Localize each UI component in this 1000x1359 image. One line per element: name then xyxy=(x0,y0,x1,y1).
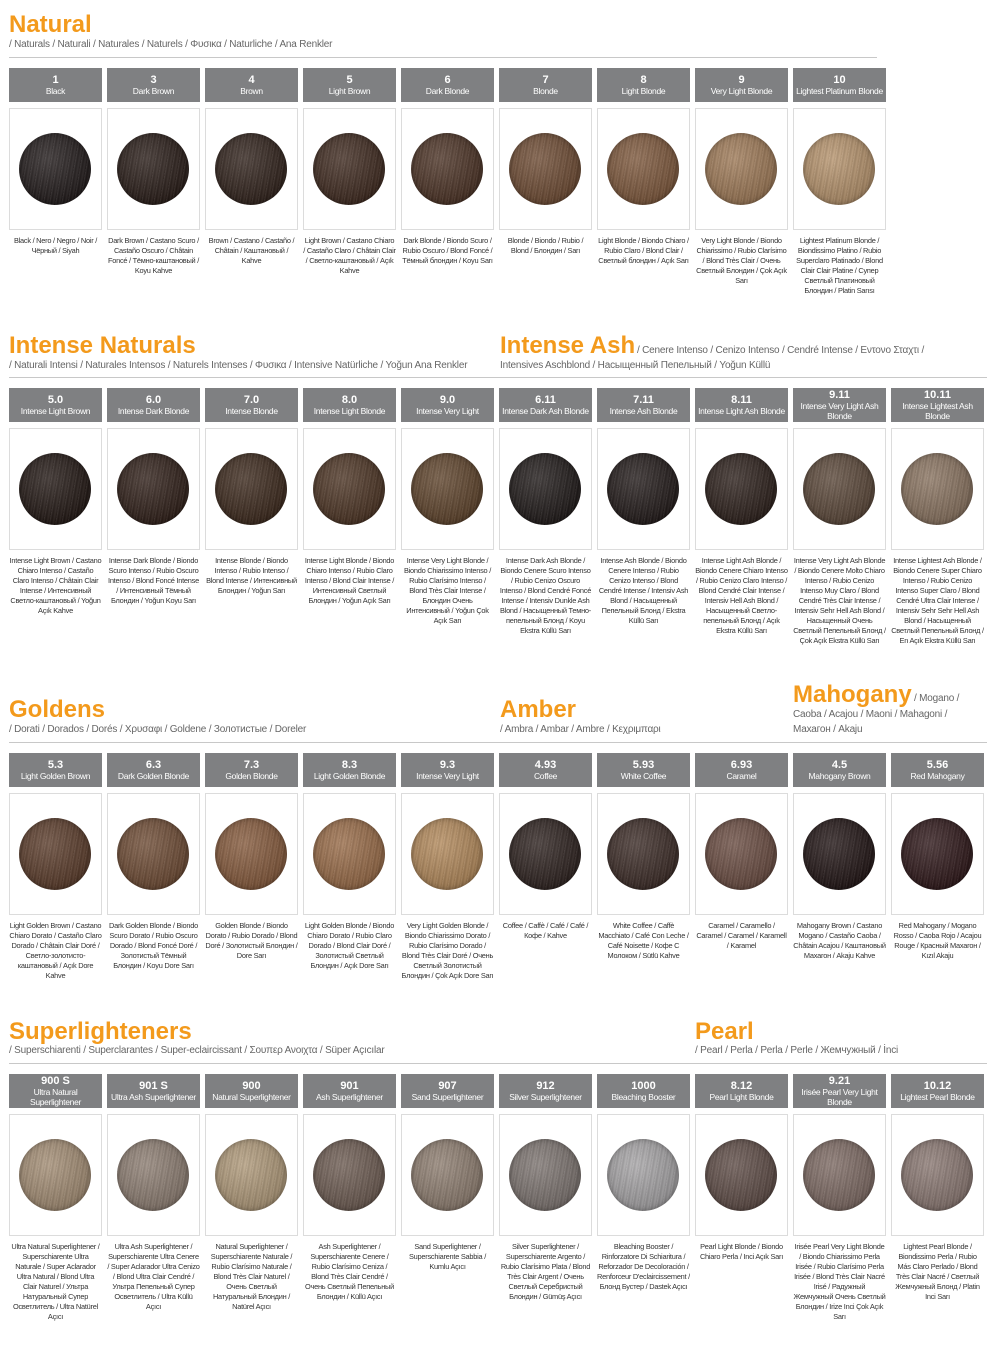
hair-swatch xyxy=(509,453,581,525)
shade-description: Black / Nero / Negro / Noir / Чёрный / Siyah xyxy=(13,236,98,255)
shade-number: 901 xyxy=(340,1080,359,1092)
shade-description: Lightest Pearl Blonde / Biondissimo Perla / Rubio Más Claro Perlado / Blond Très Clair Nacré / Светлый Жемчужный Блонд / Platin Inci Sarı xyxy=(895,1242,980,1301)
shade-header xyxy=(891,388,984,422)
shade-number: 9 xyxy=(738,74,745,86)
shade-number: 7.11 xyxy=(633,394,654,406)
shade-description: Dark Brown / Castano Scuro / Castaño Oscuro / Châtain Foncé / Тёмно-каштановый / Koyu Kahve xyxy=(107,236,200,275)
shade-name: Dark Brown xyxy=(132,86,175,96)
hair-swatch xyxy=(607,1139,679,1211)
shade-number: 3 xyxy=(150,74,157,86)
section-subtitle-intense-ash: / Cenere Intenso / Cenizo Intenso / Cendré Intense / Εντονο Σταχτι / xyxy=(637,345,925,356)
section-subtitle-amber: / Ambra / Ambar / Ambre / Κεχριμπαρι xyxy=(500,724,661,735)
shade-number: 900 xyxy=(242,1080,261,1092)
hair-swatch xyxy=(411,818,483,890)
shade-header xyxy=(499,388,592,422)
shade-description: Light Golden Blonde / Biondo Chiaro Dorato / Rubio Claro Dorado / Blond Clair Doré / Золотистый Светлый Блондин / Açık Dore Sarı xyxy=(304,921,395,970)
shade-header xyxy=(695,388,788,422)
shade-header xyxy=(401,753,494,787)
shade-card xyxy=(401,1074,494,1324)
shade-number: 5.0 xyxy=(47,394,64,406)
shade-name: Intense Dark Ash Blonde xyxy=(502,406,589,416)
shade-number: 8.3 xyxy=(341,759,358,771)
shade-number: 9.21 xyxy=(828,1075,851,1087)
shade-name: Red Mahogany xyxy=(910,771,965,781)
shade-card xyxy=(891,1074,984,1324)
shade-number: 9.0 xyxy=(439,394,456,406)
shade-number: 10 xyxy=(833,74,846,86)
swatch-frame xyxy=(303,428,396,550)
section-title-amber: Amber xyxy=(500,696,577,723)
section-title-mahogany: Mahogany xyxy=(793,681,912,708)
shade-description: Intense Very Light Ash Blonde / Biondo Cenere Molto Chiaro Intenso / Rubio Cenizo Intenso Muy Claro / Blond Cendré Très Clair Intense / Intensiv Sehr Hell Ash Blond / Насыщенный Очень Светлый Пепельный Блонд / Çok Açık Ekstra Küllü Sarı xyxy=(793,556,886,645)
shade-card xyxy=(695,753,788,1003)
shade-number: 1 xyxy=(52,74,59,86)
shade-card xyxy=(303,388,396,638)
shade-card xyxy=(401,753,494,1003)
shade-description: Brown / Castano / Castaño / Châtain / Каштановый / Kahve xyxy=(208,236,295,265)
section-title-natural: Natural xyxy=(9,11,92,38)
swatch-frame xyxy=(793,793,886,915)
swatch-frame xyxy=(401,1114,494,1236)
shade-header xyxy=(205,1074,298,1108)
shade-header xyxy=(597,388,690,422)
shade-header xyxy=(401,68,494,102)
shade-card xyxy=(597,388,690,638)
shade-card xyxy=(9,68,102,318)
shade-card xyxy=(597,753,690,1003)
shade-description: Ash Superlightener / Superschiarente Cenere / Rubio Clarísimo Ceniza / Blond Très Clair Cendré / Очень Светлый Пепельный Блондин / Küllü Açıcı xyxy=(305,1242,394,1301)
shade-name: Ultra Natural Superlightener xyxy=(29,1087,82,1107)
hair-swatch xyxy=(19,818,91,890)
shade-description: Silver Superlightener / Superschiarente Argento / Rubio Clarísimo Plata / Blond Très Clair Argent / Очень Светлый Серебристый Блондин / Gümüş Açıcı xyxy=(500,1242,591,1301)
shade-header xyxy=(891,1074,984,1108)
shade-number: 6.11 xyxy=(535,394,556,406)
swatch-frame xyxy=(597,428,690,550)
shade-number: 8.11 xyxy=(731,394,752,406)
swatch-frame xyxy=(9,108,102,230)
shade-description: Light Blonde / Biondo Chiaro / Rubio Claro / Blond Clair / Светлый блондин / Açık Sarı xyxy=(598,236,689,265)
hair-swatch xyxy=(117,818,189,890)
shade-description: Intense Dark Blonde / Biondo Scuro Intenso / Rubio Oscuro Intenso / Blond Foncé Intense / Интенсивный Тёмный Блондин / Yoğun Koyu Sarı xyxy=(108,556,199,605)
shade-header xyxy=(303,753,396,787)
section-subtitle-superlighteners: / Superschiarenti / Superclarantes / Super-eclaircissant / Σουπερ Ανοιχτα / Süper Açıcılar xyxy=(9,1045,385,1056)
shade-number: 8 xyxy=(640,74,647,86)
hair-swatch xyxy=(607,133,679,205)
swatch-frame xyxy=(499,428,592,550)
shade-description: Caramel / Caramello / Caramel / Caramel / Karamell / Karamel xyxy=(696,921,787,950)
shade-card xyxy=(205,753,298,1003)
shade-name: Bleaching Booster xyxy=(611,1092,676,1102)
shade-number: 7 xyxy=(542,74,549,86)
hair-swatch xyxy=(313,818,385,890)
shade-description: Dark Blonde / Biondo Scuro / Rubio Oscuro / Blond Foncé / Тёмный блондин / Koyu Sarı xyxy=(402,236,493,265)
shade-card xyxy=(597,68,690,318)
shade-card xyxy=(107,68,200,318)
section-subtitle-goldens: / Dorati / Dorados / Dorés / Χρυσαφι / Goldene / Золотистые / Doreler xyxy=(9,724,307,735)
swatch-frame xyxy=(597,108,690,230)
section-divider xyxy=(9,57,877,58)
section-divider xyxy=(9,377,987,378)
swatch-frame xyxy=(695,428,788,550)
shade-name: Irisée Pearl Very Light Blonde xyxy=(801,1087,878,1107)
hair-swatch xyxy=(705,1139,777,1211)
swatch-frame xyxy=(303,108,396,230)
shade-name: Blonde xyxy=(533,86,558,96)
section-divider xyxy=(9,1063,987,1064)
shade-card xyxy=(793,753,886,1003)
swatch-frame xyxy=(303,1114,396,1236)
shade-description: Lightest Platinum Blonde / Biondissimo Platino / Rubio Superclaro Platinado / Blond Clair Clair Platine / Супер Светлый Платиновый Блондин / Platin Sarısı xyxy=(796,236,883,295)
swatch-frame xyxy=(695,1114,788,1236)
shade-name: Intense Blonde xyxy=(225,406,278,416)
shade-description: Intense Ash Blonde / Biondo Cenere Intenso / Rubio Cenizo Intenso / Blond Cendré Intense / Intensiv Ash Blond / Насыщенный Пепельный Блонд / Ekstra Küllü Sarı xyxy=(598,556,689,625)
shade-number: 6.93 xyxy=(730,759,753,771)
shade-header xyxy=(205,753,298,787)
hair-swatch xyxy=(117,1139,189,1211)
shade-card xyxy=(9,753,102,1003)
shade-header xyxy=(499,68,592,102)
shade-header xyxy=(597,68,690,102)
section-subtitle-pearl: / Pearl / Perla / Perla / Perle / Жемчужный / İnci xyxy=(695,1045,899,1056)
shade-description: Natural Superlightener / Superschiarente Naturale / Rubio Clarísimo Naturale / Blond Très Clair Naturel / Очень Светлый Натуральный Блондин / Natürel Açıcı xyxy=(210,1242,293,1311)
shade-card xyxy=(695,1074,788,1324)
shade-number: 10.12 xyxy=(923,1080,952,1092)
shade-card xyxy=(499,753,592,1003)
shade-name: Intense Very Light xyxy=(416,406,479,416)
shade-card xyxy=(107,753,200,1003)
shade-number: 5.56 xyxy=(926,759,949,771)
shade-description: Pearl Light Blonde / Biondo Chiaro Perla / Inci Açık Sarı xyxy=(699,1242,784,1261)
hair-swatch xyxy=(117,453,189,525)
hair-swatch xyxy=(411,453,483,525)
swatch-frame xyxy=(205,428,298,550)
swatch-frame xyxy=(9,1114,102,1236)
shade-description: Intense Light Ash Blonde / Biondo Cenere Chiaro Intenso / Rubio Cenizo Claro Intenso / Blond Cendré Clair Intense / Intensiv Hell Ash Blond / Насыщенный Светло-пепельный Блонд / Açık Ekstra Küllü Sarı xyxy=(695,556,788,635)
hair-swatch xyxy=(607,818,679,890)
shade-card xyxy=(793,388,886,645)
swatch-frame xyxy=(695,793,788,915)
hair-swatch xyxy=(313,453,385,525)
hair-swatch xyxy=(705,453,777,525)
swatch-frame xyxy=(107,428,200,550)
shade-header xyxy=(9,1074,102,1108)
shade-description: Sand Superlightener / Superschiarente Sabbia / Kumlu Açıcı xyxy=(409,1242,486,1271)
shade-card xyxy=(499,1074,592,1324)
shade-header xyxy=(107,753,200,787)
shade-card xyxy=(303,1074,396,1324)
shade-number: 1000 xyxy=(631,1080,656,1092)
hair-swatch xyxy=(411,133,483,205)
shade-header xyxy=(695,68,788,102)
shade-number: 6.3 xyxy=(145,759,162,771)
shade-name: Dark Golden Blonde xyxy=(117,771,190,781)
swatch-frame xyxy=(891,428,984,550)
swatch-frame xyxy=(107,1114,200,1236)
shade-header xyxy=(9,68,102,102)
shade-description: Very Light Golden Blonde / Biondo Chiarissimo Dorato / Rubio Clarísimo Dorado / Blond Très Clair Doré / Очень Светлый Золотистый Блондин / Çok Açık Dore Sarı xyxy=(401,921,494,980)
shade-name: Caramel xyxy=(726,771,757,781)
shade-number: 4 xyxy=(248,74,255,86)
shade-card xyxy=(9,388,102,638)
shade-name: Intense Dark Blonde xyxy=(117,406,190,416)
shade-card xyxy=(499,68,592,318)
hair-swatch xyxy=(901,818,973,890)
shade-card xyxy=(891,388,984,645)
shade-name: Golden Blonde xyxy=(225,771,278,781)
shade-description: Intense Blonde / Biondo Intenso / Rubio Intenso / Blond Intense / Интенсивный Блондин / Yoğun Sarı xyxy=(206,556,297,595)
hair-swatch xyxy=(509,133,581,205)
shade-name: Lightest Platinum Blonde xyxy=(796,86,883,96)
shade-number: 9.3 xyxy=(439,759,456,771)
shade-number: 7.3 xyxy=(243,759,260,771)
shade-card xyxy=(401,68,494,318)
shade-card xyxy=(695,68,788,318)
hair-swatch xyxy=(215,1139,287,1211)
section-subtitle-intense-ash-line2: Intensives Aschblond / Насыщенный Пепельный / Yoğun Küllü xyxy=(500,360,771,371)
shade-description: Dark Golden Blonde / Biondo Scuro Dorato / Rubio Oscuro Dorado / Blond Foncé Doré / Золотистый Тёмный Блондин / Koyu Dore Sarı xyxy=(109,921,198,970)
shade-description: Blonde / Biondo / Rubio / Blond / Блондин / Sarı xyxy=(507,236,584,255)
shade-description: Coffee / Caffè / Café / Café / Кофе / Kahve xyxy=(502,921,589,940)
hair-swatch xyxy=(705,133,777,205)
shade-header xyxy=(499,1074,592,1108)
shade-header xyxy=(303,388,396,422)
shade-number: 4.93 xyxy=(534,759,557,771)
shade-name: Light Golden Blonde xyxy=(313,771,386,781)
shade-card xyxy=(891,753,984,1003)
swatch-frame xyxy=(205,1114,298,1236)
shade-name: Pearl Light Blonde xyxy=(709,1092,774,1102)
shade-card xyxy=(9,1074,102,1324)
shade-header xyxy=(793,68,886,102)
hair-swatch xyxy=(705,818,777,890)
shade-name: Lightest Pearl Blonde xyxy=(900,1092,975,1102)
hair-swatch xyxy=(19,453,91,525)
shade-number: 900 S xyxy=(41,1075,70,1087)
section-subtitle-natural: / Naturals / Naturali / Naturales / Naturels / Φυσικα / Naturliche / Ana Renkler xyxy=(9,39,333,50)
shade-name: Intense Light Brown xyxy=(20,406,91,416)
hair-swatch xyxy=(215,818,287,890)
shade-header xyxy=(9,753,102,787)
swatch-frame xyxy=(9,428,102,550)
shade-name: Intense Lightest Ash Blonde xyxy=(902,401,973,421)
shade-name: Sand Superlightener xyxy=(411,1092,484,1102)
hair-swatch xyxy=(215,133,287,205)
shade-description: Intense Lightest Ash Blonde / Biondo Cenere Super Chiaro Intenso / Rubio Cenizo Intenso Super Claro / Blond Cendré Ultra Clair Intense / Intensiv Sehr Sehr Hell Ash Blond / Насыщенный Светлый Пепельный Блонд / En Açık Ekstra Küllü Sarı xyxy=(891,556,984,645)
shade-card xyxy=(205,388,298,638)
shade-card xyxy=(107,388,200,638)
shade-description: Ultra Natural Superlightener / Superschiarente Ultra Naturale / Super Aclarador Ultra Natural / Blond Ultra Clair Naturel / Ультра Натуральный Супер Осветлитель / Ultra Natürel Açıcı xyxy=(11,1242,100,1321)
shade-header xyxy=(205,388,298,422)
shade-name: Light Brown xyxy=(328,86,371,96)
shade-card xyxy=(597,1074,690,1324)
shade-header xyxy=(303,68,396,102)
shade-name: Intense Ash Blonde xyxy=(609,406,678,416)
shade-card xyxy=(401,388,494,638)
section-title-intense-naturals: Intense Naturals xyxy=(9,332,196,359)
shade-header xyxy=(107,388,200,422)
section-title-goldens: Goldens xyxy=(9,696,106,723)
hair-swatch xyxy=(509,818,581,890)
shade-description: Very Light Blonde / Biondo Chiarissimo / Rubio Clarísimo / Blond Très Clair / Очень Светлый Блондин / Çok Açık Sarı xyxy=(696,236,787,285)
shade-name: Intense Very Light Ash Blonde xyxy=(800,401,879,421)
hair-swatch xyxy=(803,818,875,890)
shade-header xyxy=(499,753,592,787)
shade-description: Intense Very Light Blonde / Biondo Chiarissimo Intenso / Rubio Clarísimo Intenso / Blond Très Clair Intense / Блондин Очень Интенсивный / Yoğun Çok Açık Sarı xyxy=(403,556,492,625)
shade-header xyxy=(107,1074,200,1108)
shade-header xyxy=(205,68,298,102)
shade-card xyxy=(205,68,298,318)
shade-description: Light Brown / Castano Chiaro / Castaño Claro / Châtain Clair / Светло-каштановый / Açık Kahve xyxy=(303,236,396,275)
shade-header xyxy=(793,753,886,787)
shade-description: Intense Light Brown / Castano Chiaro Intenso / Castaño Claro Intenso / Châtain Clair Intense / Интенсивный Светло-каштановый / Yoğun Açık Kahve xyxy=(9,556,102,615)
hair-swatch xyxy=(411,1139,483,1211)
swatch-frame xyxy=(695,108,788,230)
shade-card xyxy=(205,1074,298,1324)
hair-swatch xyxy=(313,1139,385,1211)
shade-header xyxy=(695,1074,788,1108)
swatch-frame xyxy=(205,108,298,230)
shade-card xyxy=(793,68,886,318)
shade-name: Brown xyxy=(240,86,263,96)
hair-swatch xyxy=(607,453,679,525)
shade-number: 4.5 xyxy=(831,759,848,771)
swatch-frame xyxy=(9,793,102,915)
shade-description: Intense Light Blonde / Biondo Chiaro Intenso / Rubio Claro Intenso / Blond Clair Intense / Интенсивный Светлый Блондин / Yoğun Açık Sarı xyxy=(304,556,395,605)
shade-name: Light Blonde xyxy=(621,86,666,96)
shade-card xyxy=(793,1074,886,1324)
shade-name: Black xyxy=(45,86,66,96)
shade-number: 9.11 xyxy=(829,389,850,401)
shade-number: 5.93 xyxy=(632,759,655,771)
section-subtitle-mahogany-line2: Caoba / Acajou / Maoni / Mahagoni / xyxy=(793,709,948,720)
shade-card xyxy=(303,68,396,318)
shade-number: 912 xyxy=(536,1080,555,1092)
hair-swatch xyxy=(509,1139,581,1211)
shade-name: Coffee xyxy=(533,771,558,781)
swatch-frame xyxy=(891,1114,984,1236)
shade-name: Dark Blonde xyxy=(425,86,470,96)
swatch-frame xyxy=(499,1114,592,1236)
shade-card xyxy=(499,388,592,638)
shade-header xyxy=(597,1074,690,1108)
swatch-frame xyxy=(891,793,984,915)
shade-description: Golden Blonde / Biondo Dorato / Rubio Dorado / Blond Doré / Золотистый Блондин / Dore Sarı xyxy=(205,921,298,960)
swatch-frame xyxy=(793,108,886,230)
shade-header xyxy=(793,388,886,422)
shade-name: Intense Light Ash Blonde xyxy=(698,406,785,416)
section-divider xyxy=(9,742,987,743)
hair-swatch xyxy=(117,133,189,205)
shade-name: White Coffee xyxy=(620,771,667,781)
shade-name: Ultra Ash Superlightener xyxy=(111,1092,196,1102)
hair-swatch xyxy=(313,133,385,205)
swatch-frame xyxy=(401,428,494,550)
shade-card xyxy=(303,753,396,1003)
swatch-frame xyxy=(401,793,494,915)
shade-header xyxy=(107,68,200,102)
shade-description: Ultra Ash Superlightener / Superschiarente Ultra Cenere / Super Aclarador Ultra Cenizo / Blond Ultra Clair Cendré / Ультра Пепельный Супер Осветлитель / Ultra Küllü Açıcı xyxy=(107,1242,200,1311)
section-subtitle-intense-naturals: / Naturali Intensi / Naturales Intensos / Naturels Intenses / Φυσικα / Intensive Natürliche / Yoğun Ana Renkler xyxy=(9,360,468,371)
shade-number: 8.0 xyxy=(341,394,358,406)
shade-description: Intense Dark Ash Blonde / Biondo Cenere Scuro Intenso / Rubio Cenizo Oscuro Intenso / Blond Cendré Foncé Intense / Intensiv Dunkle Ash Blond / Насыщенный Темно-пепельный Блонд / Koyu Ekstra Küllü Sarı xyxy=(499,556,592,635)
swatch-frame xyxy=(499,793,592,915)
shade-number: 8.12 xyxy=(730,1080,753,1092)
shade-name: Light Golden Brown xyxy=(20,771,91,781)
shade-header xyxy=(401,1074,494,1108)
swatch-frame xyxy=(107,793,200,915)
shade-name: Silver Superlightener xyxy=(509,1092,582,1102)
swatch-frame xyxy=(793,1114,886,1236)
section-subtitle-mahogany: / Mogano / xyxy=(914,693,960,704)
shade-header xyxy=(695,753,788,787)
swatch-frame xyxy=(499,108,592,230)
shade-description: Bleaching Booster / Rinforzatore Di Schiaritura / Reforzador De Decoloración / Renforceur D'eclaircissement / Блонд Бустер / Dastek Açıcı xyxy=(597,1242,690,1291)
shade-card xyxy=(107,1074,200,1324)
shade-name: Mahogany Brown xyxy=(808,771,871,781)
swatch-frame xyxy=(793,428,886,550)
shade-header xyxy=(793,1074,886,1108)
swatch-frame xyxy=(303,793,396,915)
hair-swatch xyxy=(803,453,875,525)
swatch-frame xyxy=(597,1114,690,1236)
shade-number: 5 xyxy=(346,74,353,86)
shade-header xyxy=(303,1074,396,1108)
shade-description: Irisée Pearl Very Light Blonde / Biondo Chiarissimo Perla Irisée / Rubio Clarísimo Perla Irisée / Blond Très Clair Nacré Irisé / Радужный Жемчужный Очень Светлый Блондин / Irize Inci Çok Açık Sarı xyxy=(793,1242,886,1321)
shade-description: Mahogany Brown / Castano Mogano / Castaño Caoba / Châtain Acajou / Каштановый Махагон / Akaju Kahve xyxy=(793,921,886,960)
swatch-frame xyxy=(205,793,298,915)
shade-number: 6.0 xyxy=(145,394,162,406)
shade-name: Intense Very Light xyxy=(416,771,479,781)
shade-name: Very Light Blonde xyxy=(710,86,773,96)
shade-description: White Coffee / Caffè Macchiato / Café Con Leche / Café Noisette / Кофе С Молоком / Sütlü Kahve xyxy=(598,921,689,960)
section-title-superlighteners: Superlighteners xyxy=(9,1018,192,1045)
hair-swatch xyxy=(803,1139,875,1211)
shade-header xyxy=(401,388,494,422)
shade-card xyxy=(695,388,788,638)
shade-number: 5.3 xyxy=(47,759,64,771)
shade-number: 901 S xyxy=(139,1080,168,1092)
shade-name: Ash Superlightener xyxy=(316,1092,383,1102)
shade-description: Red Mahogany / Mogano Rosso / Caoba Rojo / Acajou Rouge / Красный Махагон / Kızıl Akaju xyxy=(893,921,982,960)
shade-number: 907 xyxy=(438,1080,457,1092)
shade-name: Natural Superlightener xyxy=(212,1092,291,1102)
shade-name: Intense Light Blonde xyxy=(313,406,386,416)
shade-number: 6 xyxy=(444,74,451,86)
swatch-frame xyxy=(597,793,690,915)
shade-header xyxy=(9,388,102,422)
shade-header xyxy=(597,753,690,787)
section-title-pearl: Pearl xyxy=(695,1018,754,1045)
swatch-frame xyxy=(107,108,200,230)
shade-number: 7.0 xyxy=(243,394,260,406)
shade-number: 10.11 xyxy=(924,389,951,401)
hair-swatch xyxy=(901,1139,973,1211)
hair-swatch xyxy=(901,453,973,525)
swatch-frame xyxy=(401,108,494,230)
shade-description: Light Golden Brown / Castano Chiaro Dorato / Castaño Claro Dorado / Châtain Clair Doré / Светло-золотисто-каштановый / Açık Dore Kahve xyxy=(9,921,102,980)
hair-swatch xyxy=(215,453,287,525)
section-title-intense-ash: Intense Ash xyxy=(500,332,636,359)
section-subtitle-mahogany-line3: Махагон / Akaju xyxy=(793,724,863,735)
shade-header xyxy=(891,753,984,787)
hair-swatch xyxy=(803,133,875,205)
hair-swatch xyxy=(19,1139,91,1211)
hair-swatch xyxy=(19,133,91,205)
